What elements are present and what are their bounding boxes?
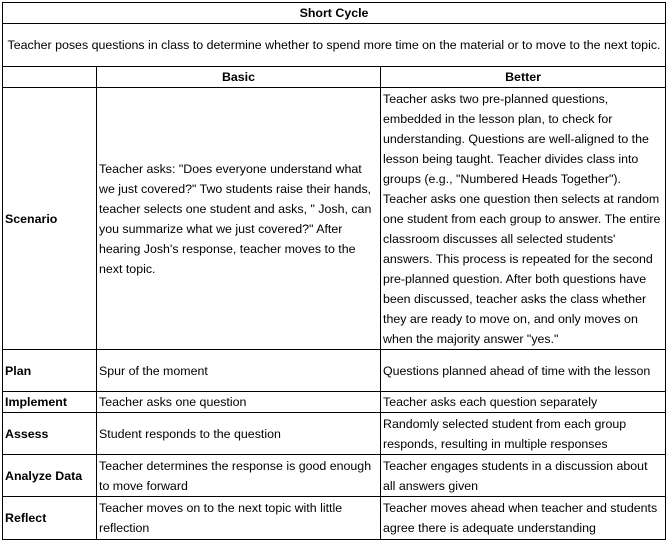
- basic-cell: Teacher asks one question: [97, 392, 381, 413]
- table-row: [3, 455, 666, 497]
- basic-cell: Teacher asks: "Does everyone understand what we just covered?" Two students raise their hands, teacher selects one student and asks, " Josh, can you summarize what we just covered?" After hearing Josh's response, teacher moves to the next topic.: [97, 88, 381, 350]
- title-row: [3, 3, 666, 24]
- row-label: Plan: [3, 350, 97, 392]
- table-row: [3, 413, 666, 455]
- table-title: Short Cycle: [3, 3, 666, 24]
- better-cell: Teacher asks two pre-planned questions, embedded in the lesson plan, to check for understanding. Questions are well-aligned to the lesson being taught. Teacher divides class into groups (e.g., "Numbered Heads Together"). Teacher asks one question then selects at random one student from each group to answer. The entire classroom discusses all selected students' answers. This process is repeated for the second pre-planned question. After both questions have been discussed, teacher asks the class whether they are ready to move on, and only moves on when the majority answer "yes.": [381, 88, 666, 350]
- short-cycle-table: [2, 2, 666, 540]
- description-row: [3, 24, 666, 67]
- header-better: Better: [381, 67, 666, 88]
- basic-cell: Teacher determines the response is good enough to move forward: [97, 455, 381, 497]
- better-cell: Teacher moves ahead when teacher and students agree there is adequate understanding: [381, 497, 666, 540]
- table-row: [3, 392, 666, 413]
- table-row: [3, 497, 666, 540]
- header-row: [3, 67, 666, 88]
- better-cell: Teacher asks each question separately: [381, 392, 666, 413]
- header-blank: [3, 67, 97, 88]
- row-label: Assess: [3, 413, 97, 455]
- basic-cell: Spur of the moment: [97, 350, 381, 392]
- table-description: Teacher poses questions in class to determine whether to spend more time on the material or to move to the next topic.: [3, 24, 666, 67]
- table-row: [3, 88, 666, 350]
- better-cell: Questions planned ahead of time with the lesson: [381, 350, 666, 392]
- header-basic: Basic: [97, 67, 381, 88]
- row-label: Reflect: [3, 497, 97, 540]
- row-label: Analyze Data: [3, 455, 97, 497]
- row-label: Implement: [3, 392, 97, 413]
- table-row: [3, 350, 666, 392]
- row-label: Scenario: [3, 88, 97, 350]
- basic-cell: Student responds to the question: [97, 413, 381, 455]
- better-cell: Randomly selected student from each group responds, resulting in multiple responses: [381, 413, 666, 455]
- better-cell: Teacher engages students in a discussion about all answers given: [381, 455, 666, 497]
- basic-cell: Teacher moves on to the next topic with little reflection: [97, 497, 381, 540]
